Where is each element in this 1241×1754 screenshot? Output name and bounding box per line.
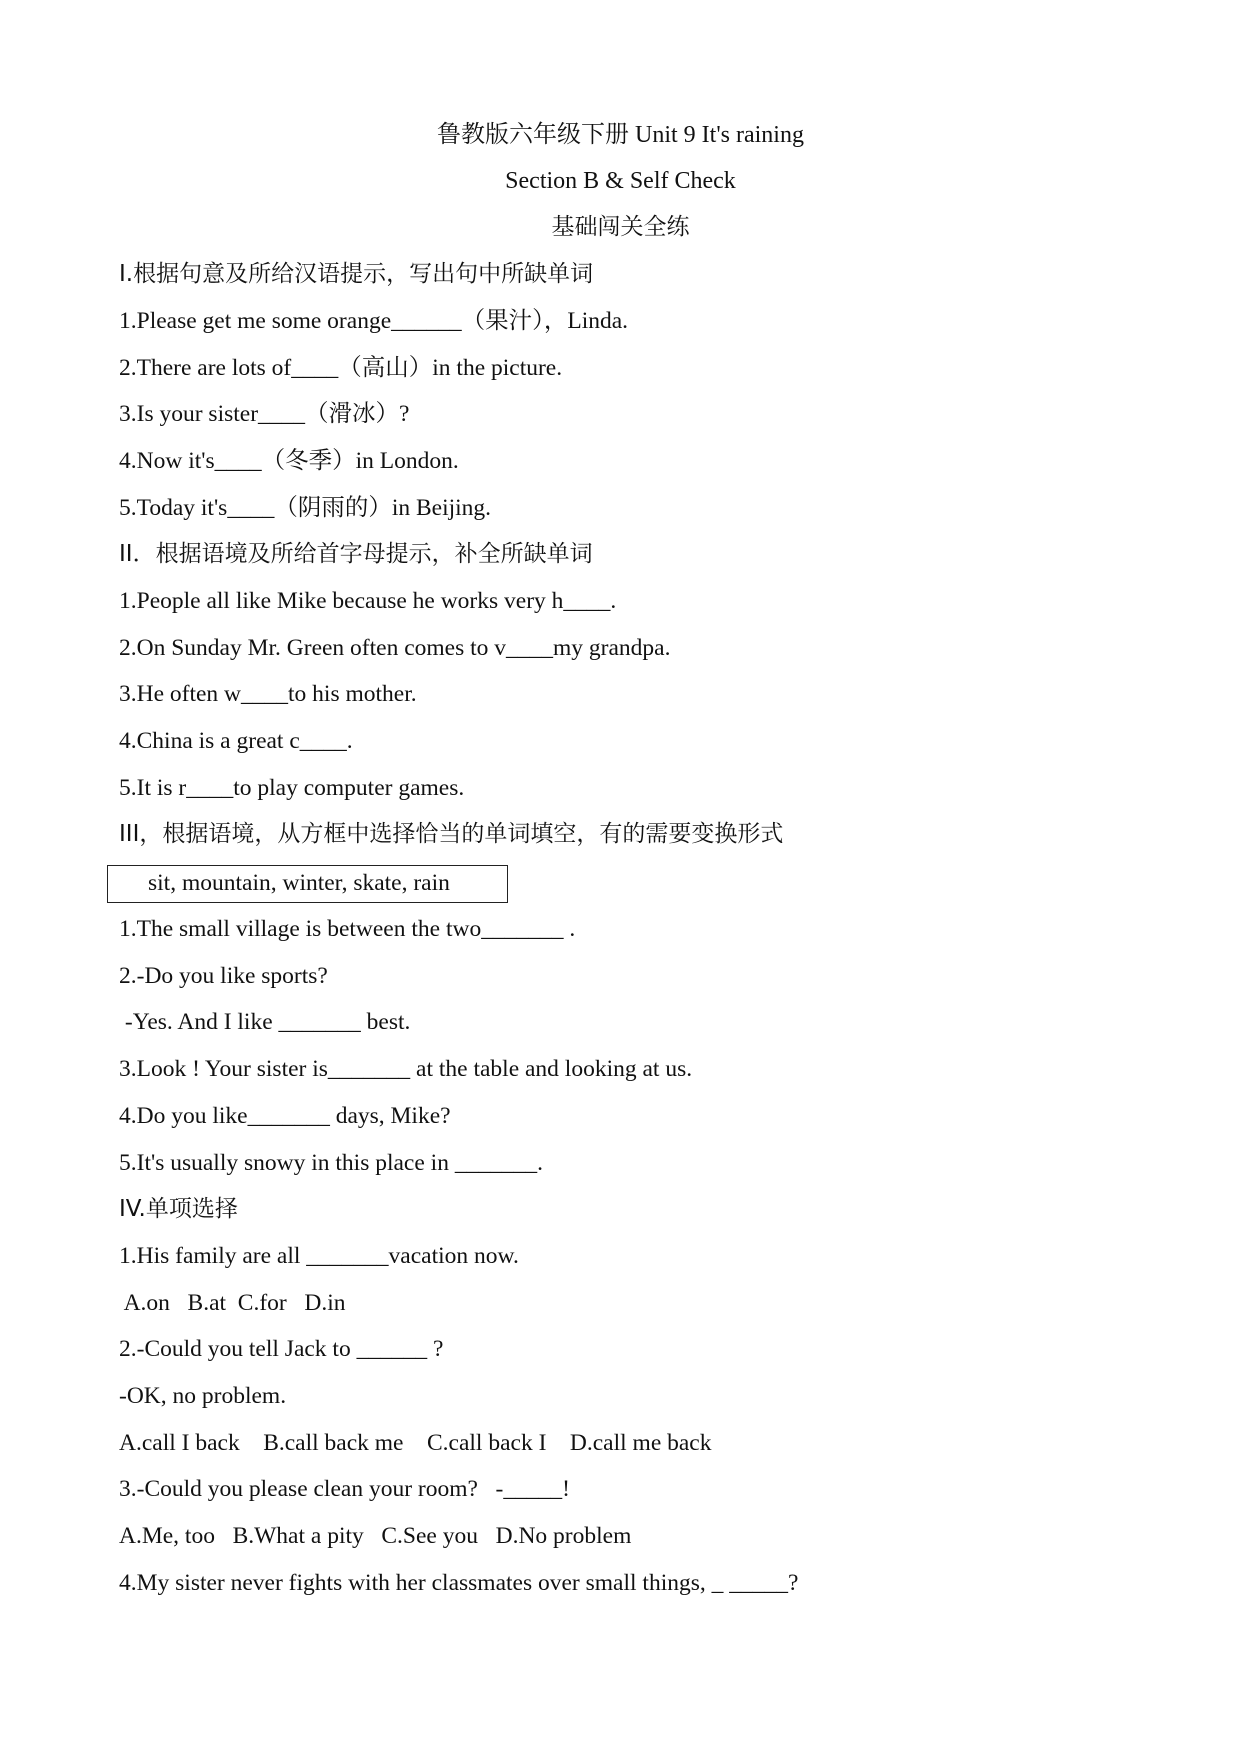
question-line: 2.There are lots of____（高山）in the picture. [119, 355, 563, 381]
practice-label: 基础闯关全练 [551, 214, 690, 240]
question-line: 2.-Do you like sports? [119, 963, 328, 989]
word-box-text: sit, mountain, winter, skate, rain [148, 870, 450, 896]
question-line: 1.The small village is between the two_______ . [119, 916, 576, 942]
question-line: 5.It is r____to play computer games. [119, 775, 465, 801]
answer-options: A.call I back B.call back me C.call back I D.call me back [119, 1430, 712, 1456]
question-line: 4.China is a great c____. [119, 728, 353, 754]
question-line: 3.Look ! Your sister is_______ at the table and looking at us. [119, 1056, 693, 1082]
question-line: 5.Today it's____（阴雨的）in Beijing. [119, 495, 492, 521]
question-line: 2.-Could you tell Jack to ______ ? [119, 1336, 444, 1362]
section-heading-1: I.根据句意及所给汉语提示，写出句中所缺单词 [119, 261, 594, 287]
answer-options: A.Me, too B.What a pity C.See you D.No problem [119, 1523, 632, 1549]
question-line: 3.He often w____to his mother. [119, 681, 417, 707]
section-heading-4: IV.单项选择 [119, 1196, 238, 1222]
question-line: 4.Do you like_______ days, Mike? [119, 1103, 451, 1129]
worksheet-subtitle: Section B & Self Check [505, 168, 736, 194]
section-heading-2: II．根据语境及所给首字母提示，补全所缺单词 [119, 541, 593, 567]
worksheet-title: 鲁教版六年级下册 Unit 9 It's raining [437, 122, 804, 148]
question-line: 1.His family are all _______vacation now. [119, 1243, 519, 1269]
question-line: 4.My sister never fights with her classmates over small things, _ _____? [119, 1570, 799, 1596]
question-line: -Yes. And I like _______ best. [119, 1009, 411, 1035]
question-line: 1.Please get me some orange______（果汁），Linda. [119, 308, 629, 334]
word-box [107, 865, 508, 903]
answer-options: A.on B.at C.for D.in [119, 1290, 346, 1316]
question-line: 5.It's usually snowy in this place in _______. [119, 1150, 543, 1176]
question-line: 2.On Sunday Mr. Green often comes to v____my grandpa. [119, 635, 671, 661]
question-line: 3.-Could you please clean your room? -_____! [119, 1476, 570, 1502]
question-line: 4.Now it's____（冬季）in London. [119, 448, 459, 474]
question-line: 3.Is your sister____（滑冰）? [119, 401, 410, 427]
dialogue-line: -OK, no problem. [119, 1383, 287, 1409]
section-heading-3: III，根据语境，从方框中选择恰当的单词填空，有的需要变换形式 [119, 821, 784, 847]
question-line: 1.People all like Mike because he works very h____. [119, 588, 617, 614]
